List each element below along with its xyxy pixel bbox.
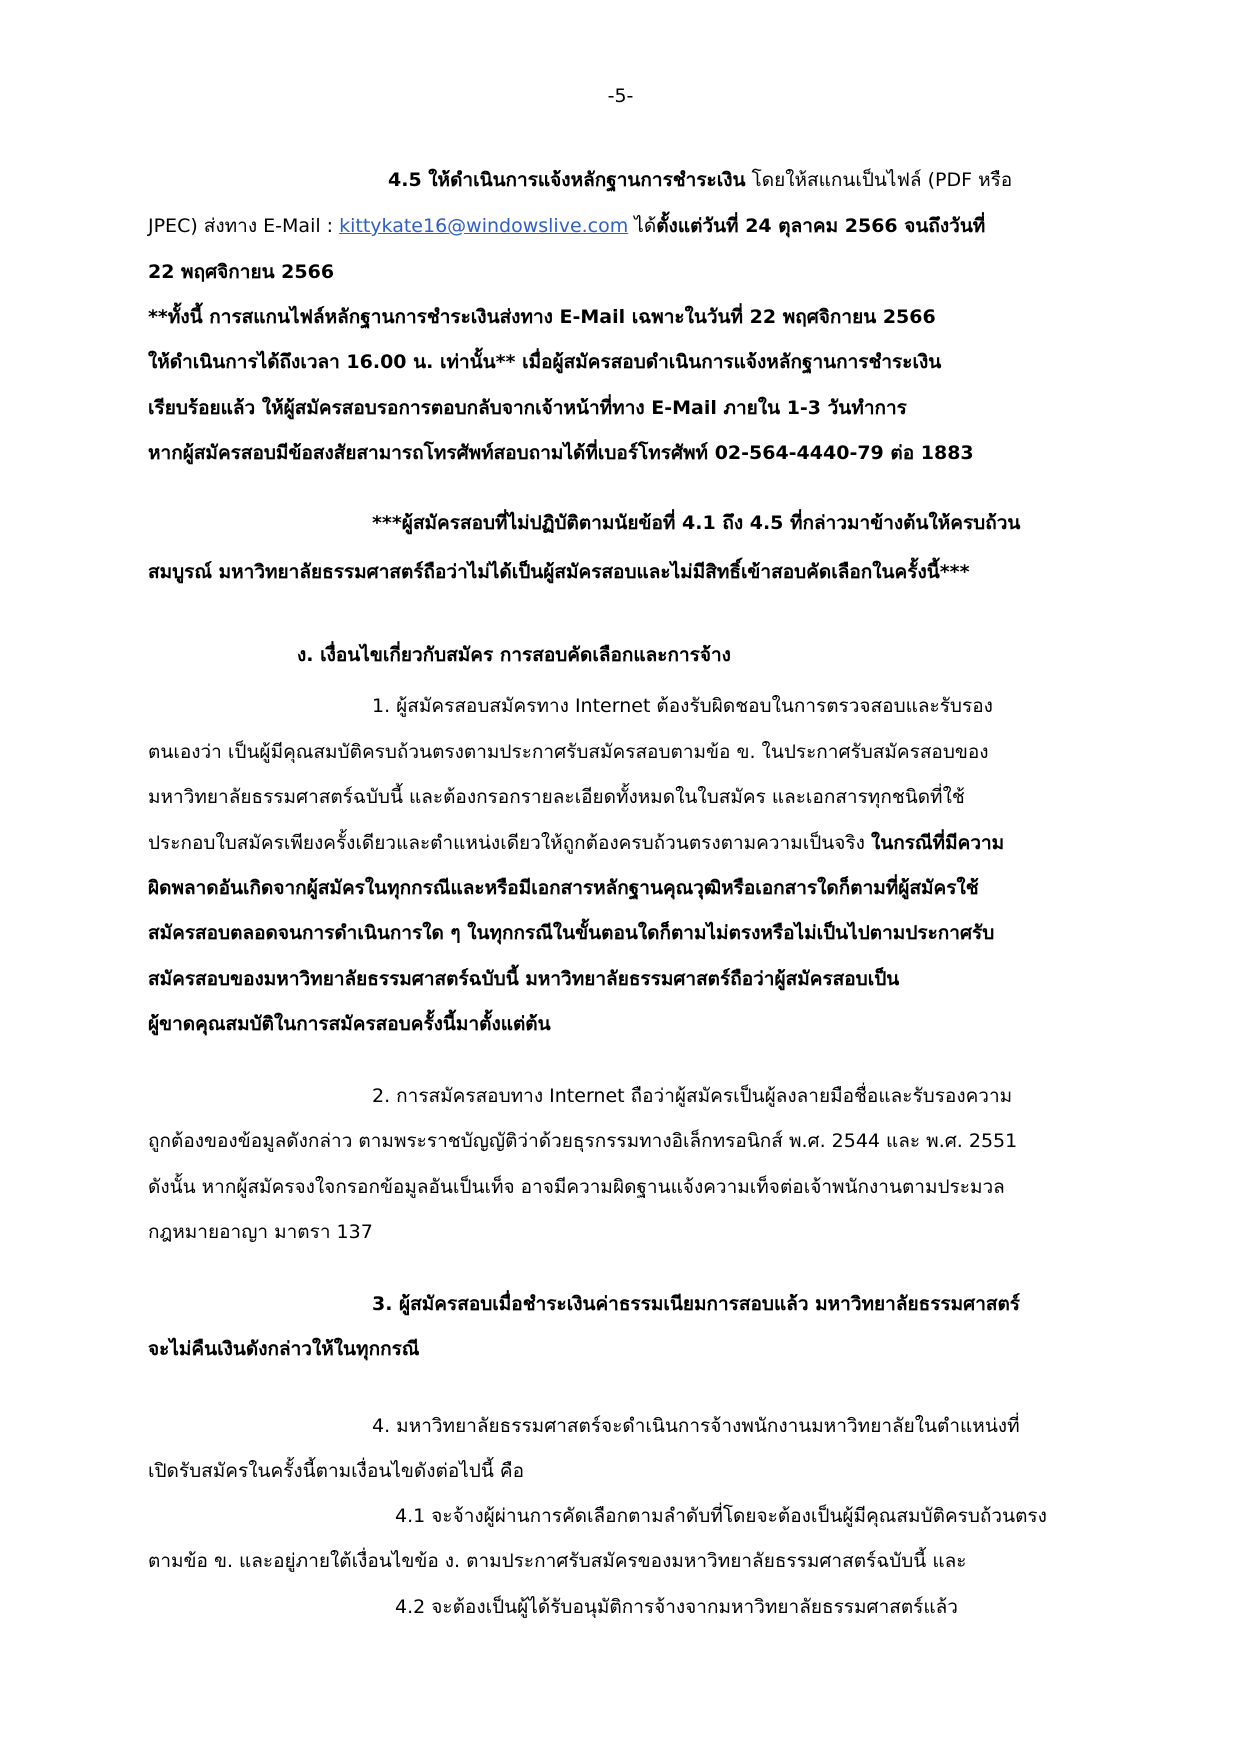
item-1-line-4 [148, 830, 1004, 856]
page-number: -5- [607, 85, 634, 107]
para-45-line-7: หากผู้สมัครสอบมีข้อสงสัยสามารถโทรศัพท์สอบถามได้ที่เบอร์โทรศัพท์ 02-564-4440-79 ต่อ 1883 [148, 442, 974, 464]
item-2-line-1: 2. การสมัครสอบทาง Internet ถือว่าผู้สมัครเป็นผู้ลงลายมือชื่อและรับรองความ [372, 1085, 1013, 1107]
item-1-line-4-bold: ในกรณีที่มีความ [870, 832, 1005, 854]
item-4-2: 4.2 จะต้องเป็นผู้ได้รับอนุมัติการจ้างจากมหาวิทยาลัยธรรมศาสตร์แล้ว [395, 1596, 958, 1618]
para-45-label: 4.5 ให้ดำเนินการแจ้งหลักฐานการชำระเงิน [388, 169, 746, 191]
para-45-date-start: ตั้งแต่วันที่ 24 ตุลาคม 2566 จนถึงวันที่ [656, 215, 986, 237]
item-4-1-line-2: ตามข้อ ข. และอยู่ภายใต้เงื่อนไขข้อ ง. ตามประกาศรับสมัครของมหาวิทยาลัยธรรมศาสตร์ฉบับนี้ และ [148, 1550, 967, 1572]
item-3-line-1: 3. ผู้สมัครสอบเมื่อชำระเงินค่าธรรมเนียมการสอบแล้ว มหาวิทยาลัยธรรมศาสตร์ [372, 1293, 1021, 1315]
para-45-line-1 [388, 167, 1012, 193]
para-45-text-1: โดยให้สแกนเป็นไฟล์ (PDF หรือ [745, 169, 1013, 191]
item-1-line-5: ผิดพลาดอันเกิดจากผู้สมัครในทุกกรณีและหรือมีเอกสารหลักฐานคุณวุฒิหรือเอกสารใดก็ตามที่ผู้สมัครใช้ [148, 877, 979, 899]
item-4-line-1: 4. มหาวิทยาลัยธรรมศาสตร์จะดำเนินการจ้างพนักงานมหาวิทยาลัยในตำแหน่งที่ [372, 1415, 1020, 1437]
para-45-line-3: 22 พฤศจิกายน 2566 [148, 261, 335, 283]
item-1-line-3: มหาวิทยาลัยธรรมศาสตร์ฉบับนี้ และต้องกรอกรายละเอียดทั้งหมดในใบสมัคร และเอกสารทุกชนิดที่ใช้ [148, 786, 965, 808]
para-45-line-5: ให้ดำเนินการได้ถึงเวลา 16.00 น. เท่านั้น** เมื่อผู้สมัครสอบดำเนินการแจ้งหลักฐานการชำระเงิน [148, 351, 942, 373]
item-4-1-line-1: 4.1 จะจ้างผู้ผ่านการคัดเลือกตามลำดับที่โดยจะต้องเป็นผู้มีคุณสมบัติครบถ้วนตรง [395, 1505, 1047, 1527]
para-45-line-4: **ทั้งนี้ การสแกนไฟล์หลักฐานการชำระเงินส่งทาง E-Mail เฉพาะในวันที่ 22 พฤศจิกายน 2566 [148, 306, 936, 328]
item-3-line-2: จะไม่คืนเงินดังกล่าวให้ในทุกกรณี [148, 1338, 420, 1360]
para-45-line-6: เรียบร้อยแล้ว ให้ผู้สมัครสอบรอการตอบกลับจากเจ้าหน้าที่ทาง E-Mail ภายใน 1-3 วันทำการ [148, 397, 907, 419]
warning-line-1: ***ผู้สมัครสอบที่ไม่ปฏิบัติตามนัยข้อที่ 4.1 ถึง 4.5 ที่กล่าวมาข้างต้นให้ครบถ้วน [372, 512, 1021, 534]
item-2-line-3: ดังนั้น หากผู้สมัครจงใจกรอกข้อมูลอันเป็นเท็จ อาจมีความผิดฐานแจ้งความเท็จต่อเจ้าพนักงานตามประมวล [148, 1176, 1005, 1198]
item-1-line-1: 1. ผู้สมัครสอบสมัครทาง Internet ต้องรับผิดชอบในการตรวจสอบและรับรอง [372, 695, 993, 717]
para-45-text-2-mid: ได้ [628, 215, 657, 237]
email-link[interactable]: kittykate16@windowslive.com [339, 215, 629, 237]
item-1-line-6: สมัครสอบตลอดจนการดำเนินการใด ๆ ในทุกกรณีในขั้นตอนใดก็ตามไม่ตรงหรือไม่เป็นไปตามประกาศรับ [148, 922, 995, 944]
item-2-line-2: ถูกต้องของข้อมูลดังกล่าว ตามพระราชบัญญัติว่าด้วยธุรกรรมทางอิเล็กทรอนิกส์ พ.ศ. 2544 และ พ.ศ. 2551 [148, 1130, 1018, 1152]
item-1-line-4-normal: ประกอบใบสมัครเพียงครั้งเดียวและตำแหน่งเดียวให้ถูกต้องครบถ้วนตรงตามความเป็นจริง [148, 832, 871, 854]
item-4-line-2: เปิดรับสมัครในครั้งนี้ตามเงื่อนไขดังต่อไปนี้ คือ [148, 1460, 525, 1482]
warning-line-2: สมบูรณ์ มหาวิทยาลัยธรรมศาสตร์ถือว่าไม่ได้เป็นผู้สมัครสอบและไม่มีสิทธิ์เข้าสอบคัดเลือกในครั้งนี้*** [148, 561, 970, 583]
section-heading: ง. เงื่อนไขเกี่ยวกับสมัคร การสอบคัดเลือกและการจ้าง [297, 644, 731, 666]
para-45-line-2 [148, 213, 985, 239]
item-1-line-8: ผู้ขาดคุณสมบัติในการสมัครสอบครั้งนี้มาตั้งแต่ต้น [148, 1013, 551, 1035]
item-2-line-4: กฎหมายอาญา มาตรา 137 [148, 1221, 373, 1243]
para-45-text-2: JPEC) ส่งทาง E-Mail : [148, 215, 340, 237]
item-1-line-2: ตนเองว่า เป็นผู้มีคุณสมบัติครบถ้วนตรงตามประกาศรับสมัครสอบตามข้อ ข. ในประกาศรับสมัครสอบของ [148, 741, 989, 763]
item-1-line-7: สมัครสอบของมหาวิทยาลัยธรรมศาสตร์ฉบับนี้ มหาวิทยาลัยธรรมศาสตร์ถือว่าผู้สมัครสอบเป็น [148, 968, 900, 990]
